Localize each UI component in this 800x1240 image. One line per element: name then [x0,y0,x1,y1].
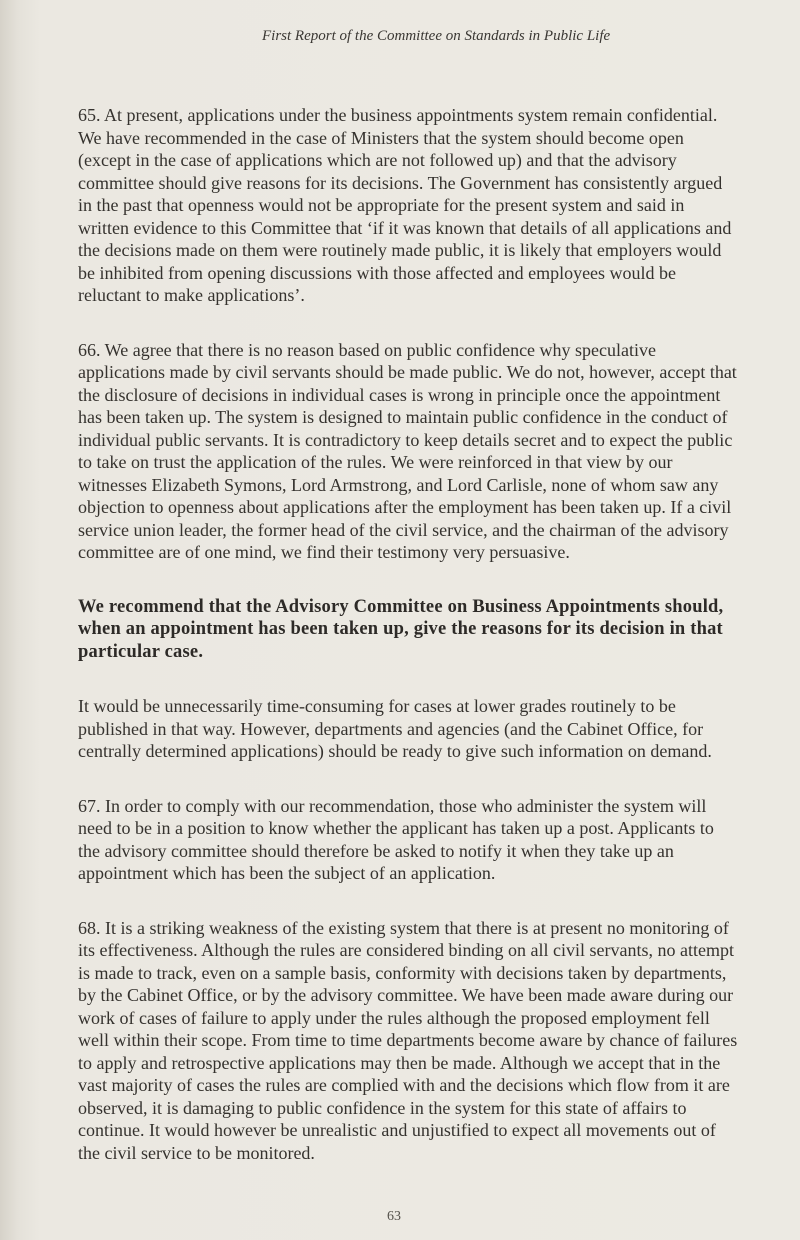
paragraph-67: 67. In order to comply with our recommendation, those who administer the system will need to be in a position to know whether the applicant has taken up a post. Applicants to the advisory committee should therefore be asked to notify it when they take up an appointment which has been the subject of an application. [78,795,714,883]
running-header: First Report of the Committee on Standards in Public Life [262,28,611,44]
report-body [78,104,738,1196]
page-number: 63 [387,1209,401,1224]
paragraph-lower-grades: It would be unnecessarily time-consuming for cases at lower grades routinely to be published in that way. However, departments and agencies (and the Cabinet Office, for centrally determined applications) should be ready to give such information on demand. [78,696,712,761]
paragraph-66: 66. We agree that there is no reason based on public confidence why speculative applications made by civil servants should be made public. We do not, however, accept that the disclosure of decisions in individual cases is wrong in principle once the appointment has been taken up. The system is designed to maintain public confidence in the conduct of individual public servants. It is contradictory to keep details secret and to expect the public to take on trust the application of the rules. We were reinforced in that view by our witnesses Elizabeth Symons, Lord Armstrong, and Lord Carlisle, none of whom saw any objection to openness about applications after the employment has been taken up. If a civil service union leader, the former head of the civil service, and the chairman of the advisory committee are of one mind, we find their testimony very persuasive. [78,339,737,562]
recommendation-paragraph: We recommend that the Advisory Committee on Business Appointments should, when an appointment has been taken up, give the reasons for its decision in that particular case. [78,596,724,662]
paragraph-68: 68. It is a striking weakness of the existing system that there is at present no monitoring of its effectiveness. Although the rules are considered binding on all civil servants, no attempt is made to track, even on a sample basis, conformity with decisions taken by departments, by the Cabinet Office, or by the advisory committee. We have been made aware during our work of cases of failure to apply under the rules although the proposed employment fell well within their scope. From time to time departments become aware by chance of failures to apply and retrospective applications may then be made. Although we accept that in the vast majority of cases the rules are complied with and the decisions which flow from it are observed, it is damaging to public confidence in the system for this state of affairs to continue. It would however be unrealistic and unjustified to expect all movements out of the civil service to be monitored. [78,917,738,1163]
paragraph-65: 65. At present, applications under the business appointments system remain confidential. We have recommended in the case of Ministers that the system should become open (except in the case of applications which are not followed up) and that the advisory committee should give reasons for its decisions. The Government has consistently argued in the past that openness would not be appropriate for the present system and said in written evidence to this Committee that ‘if it was known that details of all applications and the decisions made on them were routinely made public, it is likely that employers would be inhibited from opening discussions with those affected and employees would be reluctant to make applications’. [78,105,732,305]
